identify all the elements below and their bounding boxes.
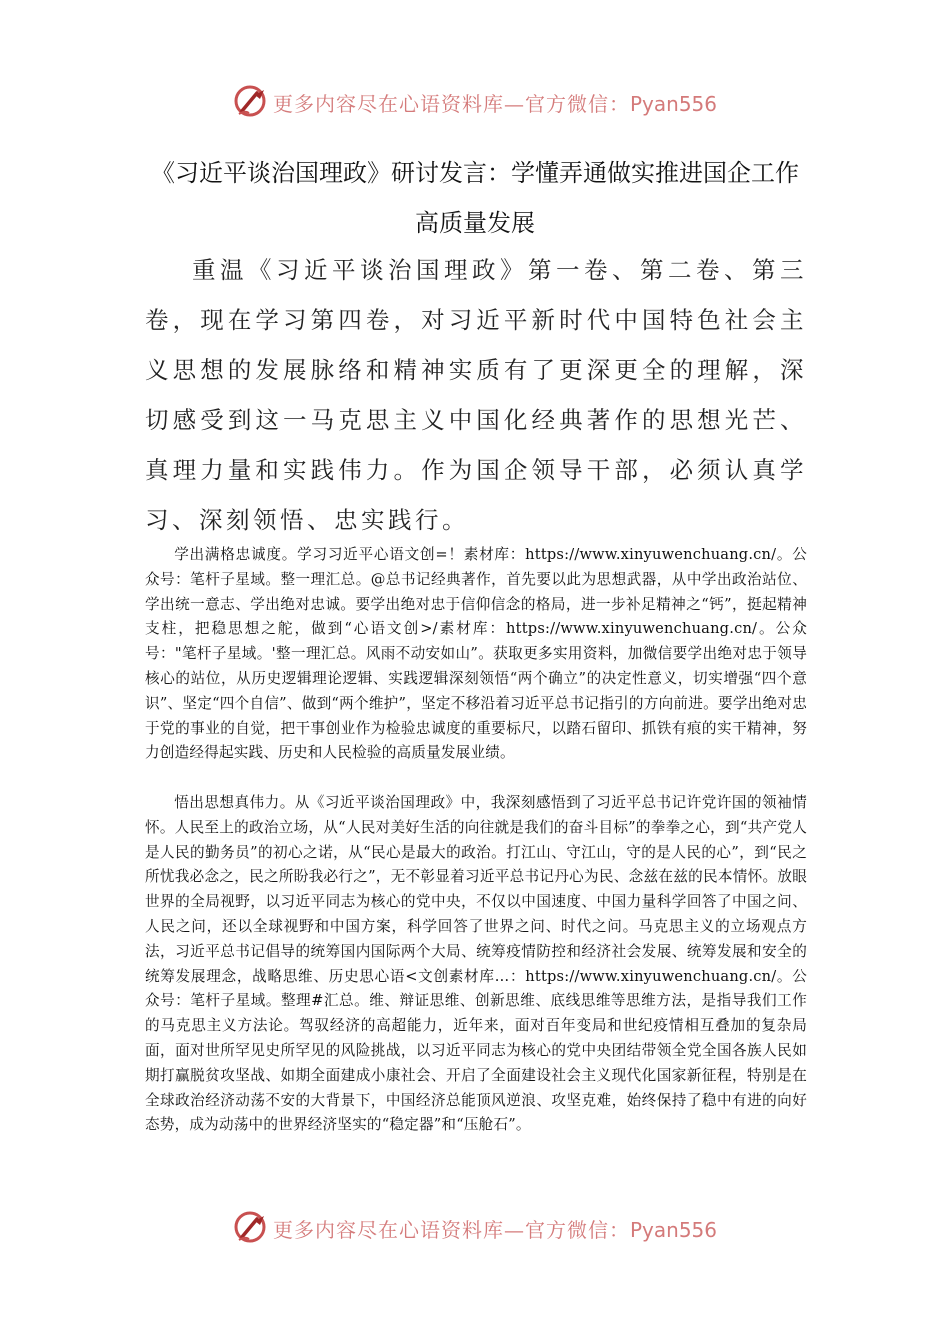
wechat-id: Pyan556 xyxy=(629,91,717,116)
brush-logo-icon xyxy=(233,1210,269,1246)
banner-text: 更多内容尽在心语资料库—官方微信：Pyan556 xyxy=(272,91,717,116)
document-title: 《习近平谈治国理政》研讨发言：学懂弄通做实推进国企工作高质量发展 xyxy=(151,159,799,237)
banner-text: 更多内容尽在心语资料库—官方微信：Pyan556 xyxy=(272,1217,717,1242)
wechat-id: Pyan556 xyxy=(629,1217,717,1242)
footer-banner xyxy=(0,1208,950,1248)
brush-logo-icon xyxy=(233,84,269,120)
body-paragraph-1: 学出满格忠诚度。学习习近平心语文创=！素材库：https://www.xinyuwenchuang.cn/。公众号：笔杆子星域。整一理汇总。@总书记经典著作，首先要以此为思想武器，从中学出政治站位、学出统一意志、学出绝对忠诚。要学出绝对忠于信仰信念的格局，进一步补足精神之“钙”，挺起精神支柱，把稳思想之舵，做到“心语文创>/素材库：https://www.xinyuwenchuang.cn/。公众号："笔杆子星域。'整一理汇总。风雨不动安如山”。获取更多实用资料，加微信要学出绝对忠于领导核心的站位，从历史逻辑理论逻辑、实践逻辑深刻领悟“两个确立”的决定性意义，切实增强“四个意识”、坚定“四个自信”、做到“两个维护”，坚定不移沿着习近平总书记指引的方向前进。要学出绝对忠于党的事业的自觉，把干事创业作为检验忠诚度的重要标尺，以踏石留印、抓铁有痕的实干精神，努力创造经得起实践、历史和人民检验的高质量发展业绩。 xyxy=(145,546,807,762)
body-paragraph-2: 悟出思想真伟力。从《习近平谈治国理政》中，我深刻感悟到了习近平总书记许党许国的领袖情怀。人民至上的政治立场，从“人民对美好生活的向往就是我们的奋斗目标”的拳拳之心，到“共产党人是人民的勤务员”的初心之诺，从“民心是最大的政治。打江山、守江山，守的是人民的心”，到“民之所忧我必念之，民之所盼我必行之”，无不彰显着习近平总书记丹心为民、念兹在兹的民本情怀。放眼世界的全局视野，以习近平同志为核心的党中央，不仅以中国速度、中国力量科学回答了中国之问、人民之问，还以全球视野和中国方案，科学回答了世界之问、时代之问。马克思主义的立场观点方法，习近平总书记倡导的统筹国内国际两个大局、统筹疫情防控和经济社会发展、统筹发展和安全的统筹发展理念，战略思维、历史思心语<文创素材库…：https://www.xinyuwenchuang.cn/。公众号：笔杆子星域。整理#汇总。维、辩证思维、创新思维、底线思维等思维方法，是指导我们工作的马克思主义方法论。驾驭经济的高超能力，近年来，面对百年变局和世纪疫情相互叠加的复杂局面，面对世所罕见史所罕见的风险挑战，以习近平同志为核心的党中央团结带领全党全国各族人民如期打赢脱贫攻坚战、如期全面建成小康社会、开启了全面建设社会主义现代化国家新征程，特别是在全球政治经济动荡不安的大背景下，中国经济总能顶风逆浪、攻坚克难，始终保持了稳中有进的向好态势，成为动荡中的世界经济坚实的“稳定器”和“压舱石”。 xyxy=(145,794,807,1134)
intro-paragraph: 重温《习近平谈治国理政》第一卷、第二卷、第三卷，现在学习第四卷，对习近平新时代中国特色社会主义思想的发展脉络和精神实质有了更深更全的理解，深切感受到这一马克思主义中国化经典著作的思想光芒、真理力量和实践伟力。作为国企领导干部，必须认真学习、深刻领悟、忠实践行。 xyxy=(145,256,807,534)
header-banner xyxy=(0,82,950,122)
